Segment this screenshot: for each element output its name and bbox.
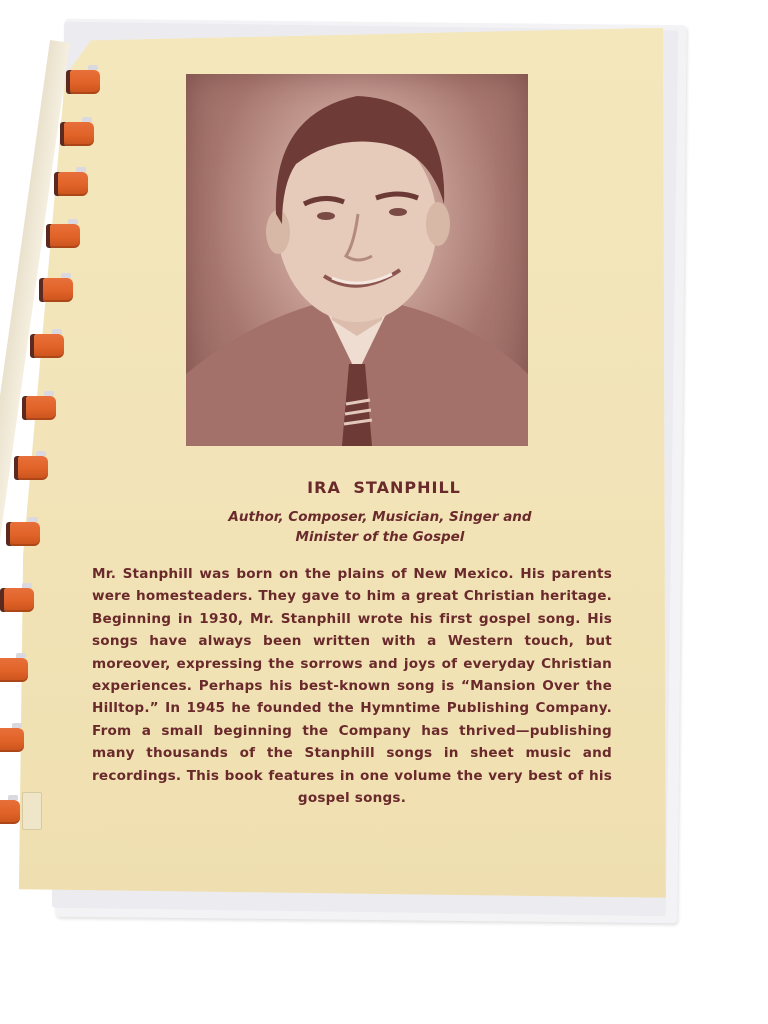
binding-coil (0, 658, 28, 682)
author-name: IRA STANPHILL (307, 478, 461, 497)
author-roles (160, 507, 600, 547)
page-tab (22, 792, 42, 830)
binding-coil (4, 588, 34, 612)
binding-coil (34, 334, 64, 358)
binding-coil (0, 800, 20, 824)
portrait-illustration (186, 74, 528, 446)
binding-coil (0, 728, 24, 752)
author-portrait (186, 74, 528, 446)
author-roles-line-1: Author, Composer, Musician, Singer and (228, 509, 532, 525)
binding-coil (58, 172, 88, 196)
binding-coil (64, 122, 94, 146)
author-biography: Mr. Stanphill was born on the plains of New Mexico. His parents were homesteaders. They gave to him a great Christian heritage. Beginning in 1930, Mr. Stanphill wrote his first gospel song. His songs have always been written with a Western touch, but moreover, expressing the sorrows and joys of everyday Christian experiences. Perhaps his best-known song is “Mansion Over the Hilltop.” In 1945 he founded the Hymntime Publishing Company. From a small beginning the Company has thrived—publishing many thousands of the Stanphill songs in sheet music and recordings. This book features in one volume the very best of his gospel songs. (92, 566, 612, 807)
binding-coil (70, 70, 100, 94)
spiral-binding (0, 30, 100, 880)
author-roles-line-2: Minister of the Gospel (295, 529, 465, 545)
binding-coil (50, 224, 80, 248)
binding-coil (18, 456, 48, 480)
binding-coil (43, 278, 73, 302)
binding-coil (26, 396, 56, 420)
binding-coil (10, 522, 40, 546)
